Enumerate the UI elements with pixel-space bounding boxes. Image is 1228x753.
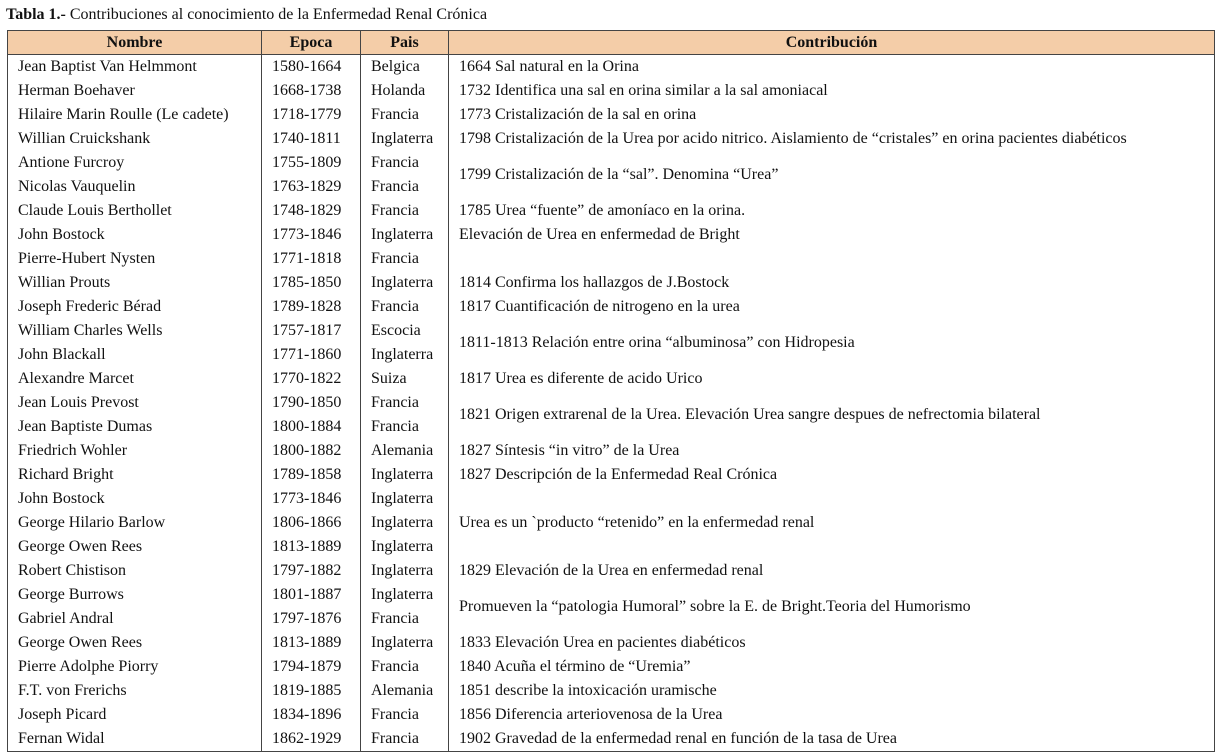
cell-epoca: 1834-1896	[262, 703, 361, 727]
cell-epoca: 1773-1846	[262, 487, 361, 511]
table-row	[8, 223, 1215, 247]
cell-epoca: 1790-1850	[262, 391, 361, 415]
cell-pais: Inglaterra	[361, 583, 449, 607]
cell-epoca: 1748-1829	[262, 199, 361, 223]
cell-pais: Francia	[361, 607, 449, 631]
cell-nombre: Friedrich Wohler	[8, 439, 262, 463]
cell-epoca: 1819-1885	[262, 679, 361, 703]
cell-epoca: 1800-1884	[262, 415, 361, 439]
cell-epoca: 1813-1889	[262, 535, 361, 559]
header-epoca: Epoca	[262, 31, 361, 55]
cell-pais: Inglaterra	[361, 127, 449, 151]
header-nombre: Nombre	[8, 31, 262, 55]
cell-epoca: 1740-1811	[262, 127, 361, 151]
cell-epoca: 1580-1664	[262, 55, 361, 80]
cell-pais: Francia	[361, 727, 449, 752]
table-caption-label: Tabla 1.-	[6, 6, 66, 23]
cell-contribucion: 1821 Origen extrarenal de la Urea. Elevación Urea sangre despues de nefrectomia bilateral	[449, 391, 1215, 439]
cell-epoca: 1801-1887	[262, 583, 361, 607]
table-row	[8, 199, 1215, 223]
cell-pais: Holanda	[361, 79, 449, 103]
cell-contribucion: 1814 Confirma los hallazgos de J.Bostock	[449, 271, 1215, 295]
cell-contribucion: 1811-1813 Relación entre orina “albuminosa” con Hidropesia	[449, 319, 1215, 367]
cell-epoca: 1668-1738	[262, 79, 361, 103]
cell-epoca: 1789-1858	[262, 463, 361, 487]
cell-contribucion: 1833 Elevación Urea en pacientes diabéticos	[449, 631, 1215, 655]
cell-pais: Inglaterra	[361, 463, 449, 487]
cell-epoca: 1785-1850	[262, 271, 361, 295]
cell-pais: Inglaterra	[361, 631, 449, 655]
table-row	[8, 703, 1215, 727]
table-row	[8, 103, 1215, 127]
cell-epoca: 1806-1866	[262, 511, 361, 535]
cell-nombre: Joseph Picard	[8, 703, 262, 727]
cell-contribucion: 1817 Urea es diferente de acido Urico	[449, 367, 1215, 391]
cell-nombre: Jean Baptiste Dumas	[8, 415, 262, 439]
cell-contribucion	[449, 247, 1215, 271]
cell-contribucion: 1851 describe la intoxicación uramische	[449, 679, 1215, 703]
table-row	[8, 655, 1215, 679]
cell-nombre: Pierre-Hubert Nysten	[8, 247, 262, 271]
cell-epoca: 1797-1876	[262, 607, 361, 631]
cell-contribucion: 1773 Cristalización de la sal en orina	[449, 103, 1215, 127]
cell-pais: Francia	[361, 247, 449, 271]
table-caption-title: Contribuciones al conocimiento de la Enfermedad Renal Crónica	[69, 6, 488, 23]
cell-pais: Inglaterra	[361, 271, 449, 295]
header-pais: Pais	[361, 31, 449, 55]
contributions-table	[7, 30, 1215, 752]
cell-contribucion: 1732 Identifica una sal en orina similar a la sal amoniacal	[449, 79, 1215, 103]
cell-epoca: 1771-1860	[262, 343, 361, 367]
table-row	[8, 271, 1215, 295]
cell-epoca: 1789-1828	[262, 295, 361, 319]
cell-nombre: Fernan Widal	[8, 727, 262, 752]
table-body	[8, 55, 1215, 752]
cell-pais: Inglaterra	[361, 343, 449, 367]
table-row	[8, 55, 1215, 80]
cell-contribucion: 1798 Cristalización de la Urea por acido nitrico. Aislamiento de “cristales” en orina pacientes diabéticos	[449, 127, 1215, 151]
cell-nombre: Gabriel Andral	[8, 607, 262, 631]
cell-nombre: George Burrows	[8, 583, 262, 607]
cell-nombre: Jean Baptist Van Helmmont	[8, 55, 262, 80]
cell-pais: Inglaterra	[361, 487, 449, 511]
cell-epoca: 1718-1779	[262, 103, 361, 127]
cell-epoca: 1773-1846	[262, 223, 361, 247]
table-row	[8, 679, 1215, 703]
table-row	[8, 79, 1215, 103]
table-row	[8, 487, 1215, 511]
cell-contribucion: Promueven la “patologia Humoral” sobre la E. de Bright.Teoria del Humorismo	[449, 583, 1215, 631]
table-row	[8, 391, 1215, 415]
cell-pais: Francia	[361, 415, 449, 439]
table-row	[8, 463, 1215, 487]
table-row	[8, 559, 1215, 583]
table-row	[8, 319, 1215, 343]
cell-nombre: Richard Bright	[8, 463, 262, 487]
cell-nombre: Joseph Frederic Bérad	[8, 295, 262, 319]
cell-epoca: 1770-1822	[262, 367, 361, 391]
cell-contribucion: 1840 Acuña el término de “Uremia”	[449, 655, 1215, 679]
cell-contribucion: Urea es un `producto “retenido” en la enfermedad renal	[449, 487, 1215, 559]
header-contribucion: Contribución	[449, 31, 1215, 55]
cell-contribucion: Elevación de Urea en enfermedad de Bright	[449, 223, 1215, 247]
cell-nombre: Alexandre Marcet	[8, 367, 262, 391]
cell-epoca: 1797-1882	[262, 559, 361, 583]
table-row	[8, 295, 1215, 319]
cell-pais: Francia	[361, 151, 449, 175]
table-row	[8, 247, 1215, 271]
cell-epoca: 1755-1809	[262, 151, 361, 175]
cell-epoca: 1794-1879	[262, 655, 361, 679]
cell-pais: Francia	[361, 655, 449, 679]
cell-nombre: George Owen Rees	[8, 631, 262, 655]
cell-nombre: Hilaire Marin Roulle (Le cadete)	[8, 103, 262, 127]
cell-nombre: Jean Louis Prevost	[8, 391, 262, 415]
cell-epoca: 1813-1889	[262, 631, 361, 655]
cell-nombre: Robert Chistison	[8, 559, 262, 583]
cell-nombre: Herman Boehaver	[8, 79, 262, 103]
cell-contribucion: 1827 Descripción de la Enfermedad Real Crónica	[449, 463, 1215, 487]
cell-pais: Francia	[361, 175, 449, 199]
cell-nombre: Pierre Adolphe Piorry	[8, 655, 262, 679]
cell-nombre: Claude Louis Berthollet	[8, 199, 262, 223]
cell-pais: Inglaterra	[361, 559, 449, 583]
cell-nombre: F.T. von Frerichs	[8, 679, 262, 703]
table-row	[8, 127, 1215, 151]
cell-epoca: 1771-1818	[262, 247, 361, 271]
cell-pais: Alemania	[361, 439, 449, 463]
cell-pais: Belgica	[361, 55, 449, 80]
cell-pais: Francia	[361, 295, 449, 319]
cell-contribucion: 1856 Diferencia arteriovenosa de la Urea	[449, 703, 1215, 727]
cell-epoca: 1862-1929	[262, 727, 361, 752]
cell-contribucion: 1785 Urea “fuente” de amoníaco en la orina.	[449, 199, 1215, 223]
cell-nombre: George Owen Rees	[8, 535, 262, 559]
cell-pais: Alemania	[361, 679, 449, 703]
cell-pais: Francia	[361, 391, 449, 415]
cell-pais: Francia	[361, 199, 449, 223]
cell-contribucion: 1902 Gravedad de la enfermedad renal en función de la tasa de Urea	[449, 727, 1215, 752]
table-header-row	[8, 31, 1215, 55]
table-caption	[6, 5, 487, 25]
table-row	[8, 727, 1215, 752]
table-row	[8, 151, 1215, 175]
cell-pais: Escocia	[361, 319, 449, 343]
cell-nombre: Willian Cruickshank	[8, 127, 262, 151]
cell-pais: Inglaterra	[361, 223, 449, 247]
cell-contribucion: 1799 Cristalización de la “sal”. Denomina “Urea”	[449, 151, 1215, 199]
cell-pais: Inglaterra	[361, 511, 449, 535]
cell-nombre: George Hilario Barlow	[8, 511, 262, 535]
table-row	[8, 367, 1215, 391]
cell-contribucion: 1827 Síntesis “in vitro” de la Urea	[449, 439, 1215, 463]
cell-nombre: Antione Furcroy	[8, 151, 262, 175]
cell-pais: Suiza	[361, 367, 449, 391]
cell-nombre: William Charles Wells	[8, 319, 262, 343]
table-row	[8, 631, 1215, 655]
cell-pais: Francia	[361, 103, 449, 127]
cell-contribucion: 1817 Cuantificación de nitrogeno en la urea	[449, 295, 1215, 319]
cell-pais: Inglaterra	[361, 535, 449, 559]
table-row	[8, 583, 1215, 607]
cell-epoca: 1763-1829	[262, 175, 361, 199]
cell-nombre: John Bostock	[8, 223, 262, 247]
cell-pais: Francia	[361, 703, 449, 727]
cell-epoca: 1800-1882	[262, 439, 361, 463]
cell-nombre: Nicolas Vauquelin	[8, 175, 262, 199]
cell-nombre: John Blackall	[8, 343, 262, 367]
cell-nombre: Willian Prouts	[8, 271, 262, 295]
cell-contribucion: 1664 Sal natural en la Orina	[449, 55, 1215, 80]
cell-epoca: 1757-1817	[262, 319, 361, 343]
cell-nombre: John Bostock	[8, 487, 262, 511]
table-row	[8, 439, 1215, 463]
cell-contribucion: 1829 Elevación de la Urea en enfermedad renal	[449, 559, 1215, 583]
